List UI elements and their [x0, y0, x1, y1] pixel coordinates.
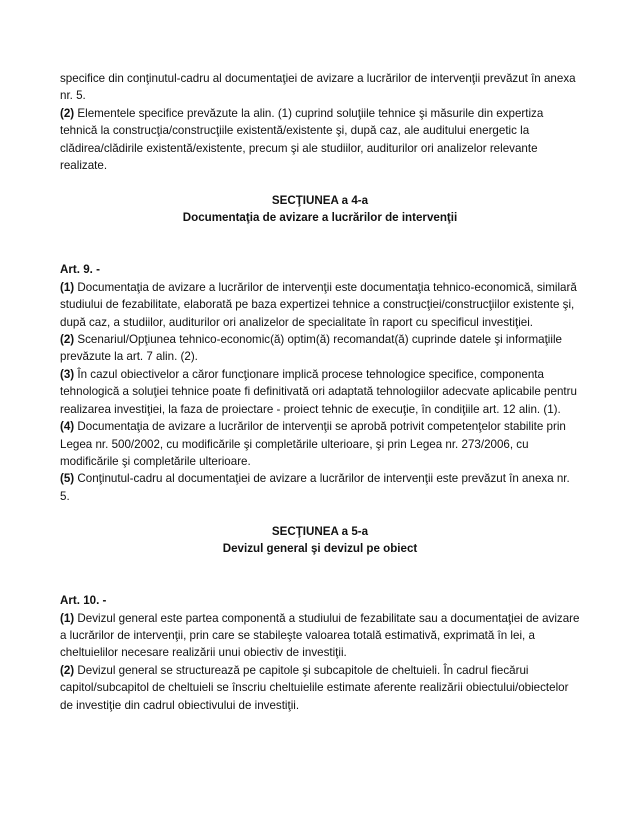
paragraph-text: Devizul general este partea componentă a studiului de fezabilitate sau a documentaţiei de avizare a lucrărilor de intervenţii, prin care se stabileşte valoarea totală estimativă, exprimată în lei, a cheltuielilor necesare realizării unui obiectiv de investiţii.	[60, 611, 580, 660]
intro-paragraph-continued: specifice din conţinutul-cadru al documentaţiei de avizare a lucrărilor de intervenţii prevăzut în anexa nr. 5.	[60, 72, 576, 103]
section-4-heading: SECŢIUNEA a 4-a	[271, 193, 369, 207]
article-10-paragraph-2	[60, 662, 580, 714]
section-4-title: Documentaţia de avizare a lucrărilor de intervenţii	[182, 211, 458, 225]
paragraph-text: Documentaţia de avizare a lucrărilor de intervenţii se aprobă potrivit competenţelor stabilite prin Legea nr. 500/2002, cu modificările şi completările ulterioare, şi prin Legea nr. 273/2006, cu modificările şi completările ulterioare.	[60, 420, 566, 468]
paragraph-number: (1)	[60, 280, 75, 294]
article-9-paragraph-2	[60, 331, 580, 366]
paragraph-text: Scenariul/Opţiunea tehnico-economic(ă) optim(ă) recomandat(ă) cuprinde datele şi informaţiile prevăzute la art. 7 alin. (2).	[60, 333, 562, 364]
paragraph-text: În cazul obiectivelor a căror funcţionare implică procese tehnologice specifice, componenta tehnologică a soluţiei tehnice poate fi definitivată ori adaptată tehnologiilor adecvate aplicabile pentru realizarea investiţiei, la faza de proiectare - proiect tehnic de execuţie, în condiţiile art. 12 alin. (1).	[60, 367, 577, 416]
paragraph-number: (5)	[60, 472, 75, 486]
paragraph-number: (4)	[60, 420, 75, 434]
paragraph-text: Documentaţia de avizare a lucrărilor de intervenţii este documentaţia tehnico-economică, similară studiului de fezabilitate, elaborată pe baza expertizei tehnice a construcţiei/construcţiilor existente şi, după caz, a studiilor, auditurilor ori analizelor de specialitate în raport cu specificul investiţiei.	[60, 280, 577, 329]
paragraph-text: Conţinutul-cadru al documentaţiei de avizare a lucrărilor de intervenţii este prevăzut în anexa nr. 5.	[60, 472, 570, 503]
section-5-heading: SECŢIUNEA a 5-a	[271, 524, 369, 538]
intro-paragraph-2	[60, 105, 580, 175]
article-9-paragraph-5	[60, 470, 580, 505]
paragraph-number: (2)	[60, 663, 75, 677]
paragraph-number: (2)	[60, 106, 75, 120]
paragraph-number: (2)	[60, 333, 75, 347]
article-9-paragraph-3	[60, 366, 580, 418]
article-10-paragraph-1	[60, 610, 580, 662]
paragraph-number: (1)	[60, 611, 75, 625]
article-9-paragraph-1	[60, 279, 580, 331]
article-10-title: Art. 10. -	[60, 594, 107, 608]
paragraph-text: Devizul general se structurează pe capitole şi subcapitole de cheltuieli. În cadrul fiecărui capitol/subcapitol de cheltuieli se înscriu cheltuielile estimate aferente realizării obiectului/obiectelor de investiţie din cadrul obiectivului de investiţii.	[60, 663, 569, 712]
article-9-title: Art. 9. -	[60, 263, 100, 277]
document-page	[60, 70, 580, 714]
article-9-paragraph-4	[60, 418, 580, 470]
paragraph-text: Elementele specifice prevăzute la alin. (1) cuprind soluţiile tehnice şi măsurile din expertiza tehnică la construcţia/construcţiile existentă/existente şi, după caz, ale auditului energetic la clădirea/clădirile existentă/existente, precum şi ale studiilor, auditurilor ori analizelor relevante realizate.	[60, 106, 544, 173]
section-5-title: Devizul general şi devizul pe obiect	[222, 541, 418, 555]
paragraph-number: (3)	[60, 367, 75, 381]
